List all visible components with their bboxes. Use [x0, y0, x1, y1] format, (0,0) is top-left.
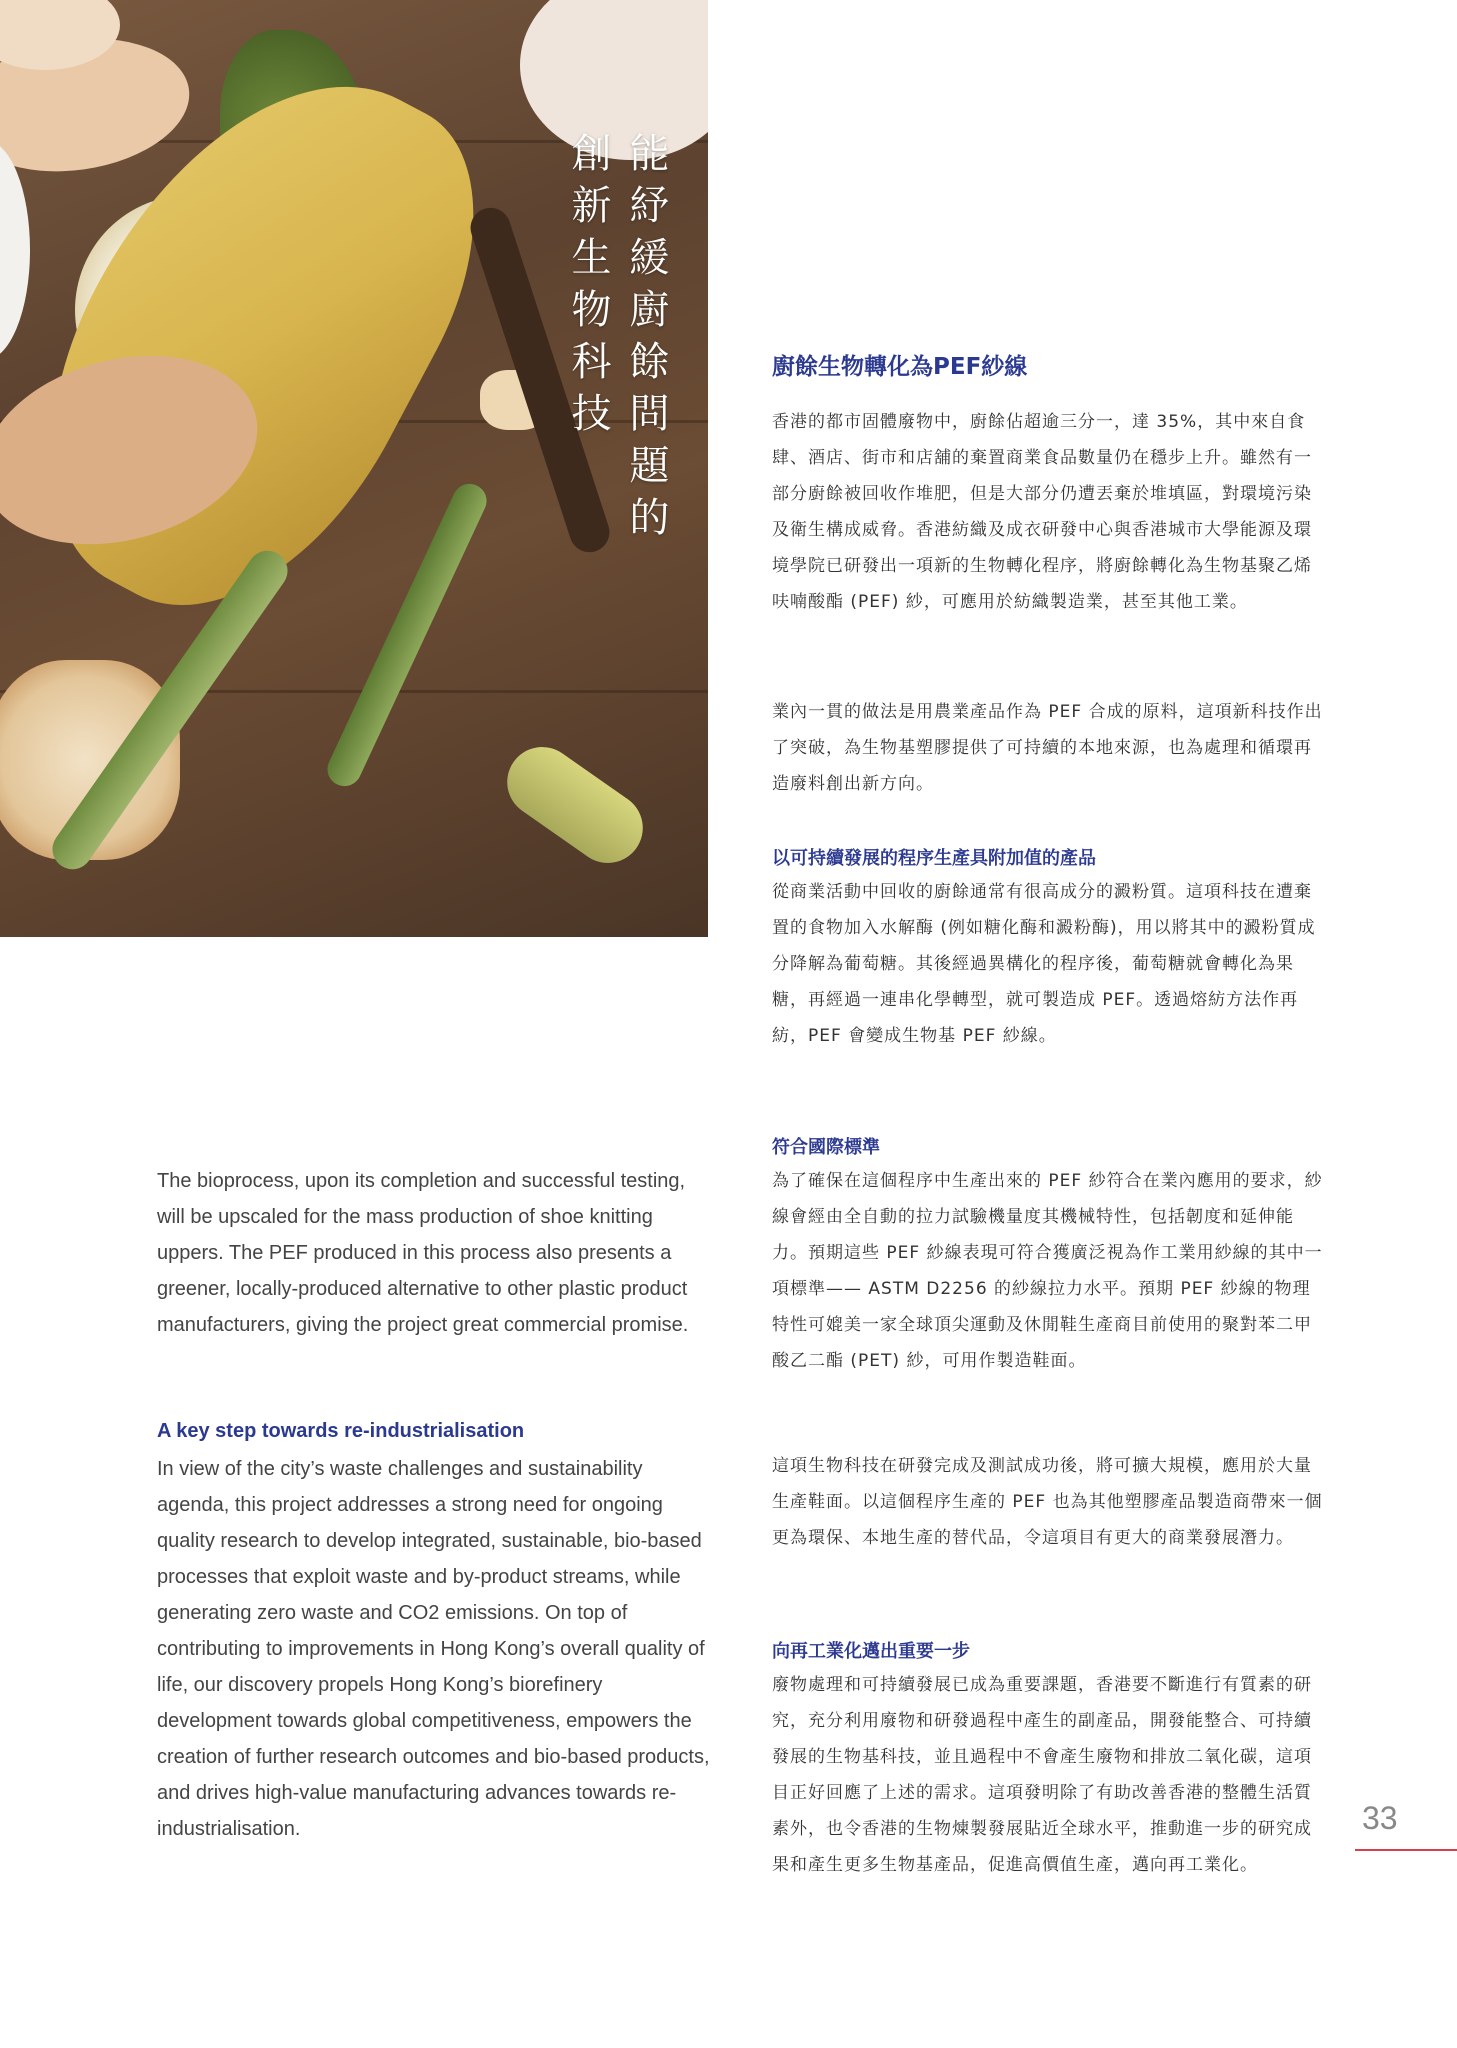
zh-paragraph-5: 這項生物科技在研發完成及測試成功後，將可擴大規模，應用於大量生產鞋面。以這個程序生產的 PEF 也為其他塑膠產品製造商帶來一個更為環保、本地生產的替代品，令這項目有更大的商業發展潛力。: [772, 1456, 1323, 1548]
zh-subheading-3: 向再工業化邁出重要一步: [772, 1641, 970, 1662]
zh-paragraph-3: 從商業活動中回收的廚餘通常有很高成分的澱粉質。這項科技在遭棄置的食物加入水解酶 (例如糖化酶和澱粉酶)，用以將其中的澱粉質成分降解為葡萄糖。其後經過異構化的程序後，葡萄糖就會轉化為果糖，再經過一連串化學轉型，就可製造成 PEF。透過熔紡方法作再紡，PEF 會變成生物基 PEF 紗線。: [772, 882, 1316, 1046]
bowl-shape: [0, 140, 30, 360]
page-number-rule: [1355, 1849, 1457, 1851]
food-waste-photo: [0, 0, 708, 937]
page-number: 33: [1362, 1800, 1398, 1836]
zh-paragraph-2: 業內一貫的做法是用農業產品作為 PEF 合成的原料，這項新科技作出了突破，為生物基塑膠提供了可持續的本地來源，也為處理和循環再造廢料創出新方向。: [772, 702, 1323, 794]
vertical-title-col2: 創新生物科技: [565, 132, 611, 444]
zh-subheading-2: 符合國際標準: [772, 1137, 880, 1158]
zucchini-end-shape: [493, 733, 656, 876]
leek-strip-shape: [322, 478, 492, 791]
main-heading: 廚餘生物轉化為PEF紗線: [772, 354, 1028, 380]
zh-paragraph-4: 為了確保在這個程序中生產出來的 PEF 紗符合在業內應用的要求，紗線會經由全自動的拉力試驗機量度其機械特性，包括韌度和延伸能力。預期這些 PEF 紗線表現可符合獲廣泛視為作工業用紗線的其中一項標準—— ASTM D2256 的紗線拉力水平。預期 PEF 紗線的物理特性可媲美一家全球頂尖運動及休閒鞋生產商目前使用的聚對苯二甲酸乙二酯 (PET) 紗，可用作製造鞋面。: [772, 1171, 1323, 1371]
vertical-title-col1: 能紓緩廚餘問題的: [623, 132, 669, 548]
en-paragraph-2: In view of the city’s waste challenges and sustainability agenda, this project addresses a strong need for ongoing quality research to develop integrated, sustainable, bio-based processes that exploit waste and by-product streams, while generating zero waste and CO2 emissions. On top of contributing to improvements in Hong Kong’s overall quality of life, our discovery propels Hong Kong’s biorefinery development towards global competitiveness, empowers the creation of further research outcomes and bio-based products, and drives high-value manufacturing advances towards re-industrialisation.: [157, 1458, 710, 1840]
zh-subheading-1: 以可持續發展的程序生產具附加值的產品: [772, 848, 1096, 869]
zh-paragraph-6: 廢物處理和可持續發展已成為重要課題，香港要不斷進行有質素的研究，充分利用廢物和研發過程中產生的副產品，開發能整合、可持續發展的生物基科技，並且過程中不會產生廢物和排放二氧化碳，這項目正好回應了上述的需求。這項發明除了有助改善香港的整體生活質素外，也令香港的生物煉製發展貼近全球水平，推動進一步的研究成果和產生更多生物基產品，促進高價值生產，邁向再工業化。: [772, 1675, 1312, 1875]
en-paragraph-1: The bioprocess, upon its completion and successful testing, will be upscaled for the mass production of shoe knitting uppers. The PEF produced in this process also presents a greener, locally-produced alternative to other plastic product manufacturers, giving the project great commercial promise.: [157, 1170, 689, 1336]
en-heading: A key step towards re-industrialisation: [157, 1420, 525, 1442]
zh-paragraph-1: 香港的都市固體廢物中，廚餘佔超逾三分一，達 35%，其中來自食肆、酒店、街市和店舖的棄置商業食品數量仍在穩步上升。雖然有一部分廚餘被回收作堆肥，但是大部分仍遭丟棄於堆填區，對環境污染及衛生構成威脅。香港紡織及成衣研發中心與香港城市大學能源及環境學院已研發出一項新的生物轉化程序，將廚餘轉化為生物基聚乙烯呋喃酸酯 (PEF) 紗，可應用於紡織製造業，甚至其他工業。: [772, 412, 1312, 612]
